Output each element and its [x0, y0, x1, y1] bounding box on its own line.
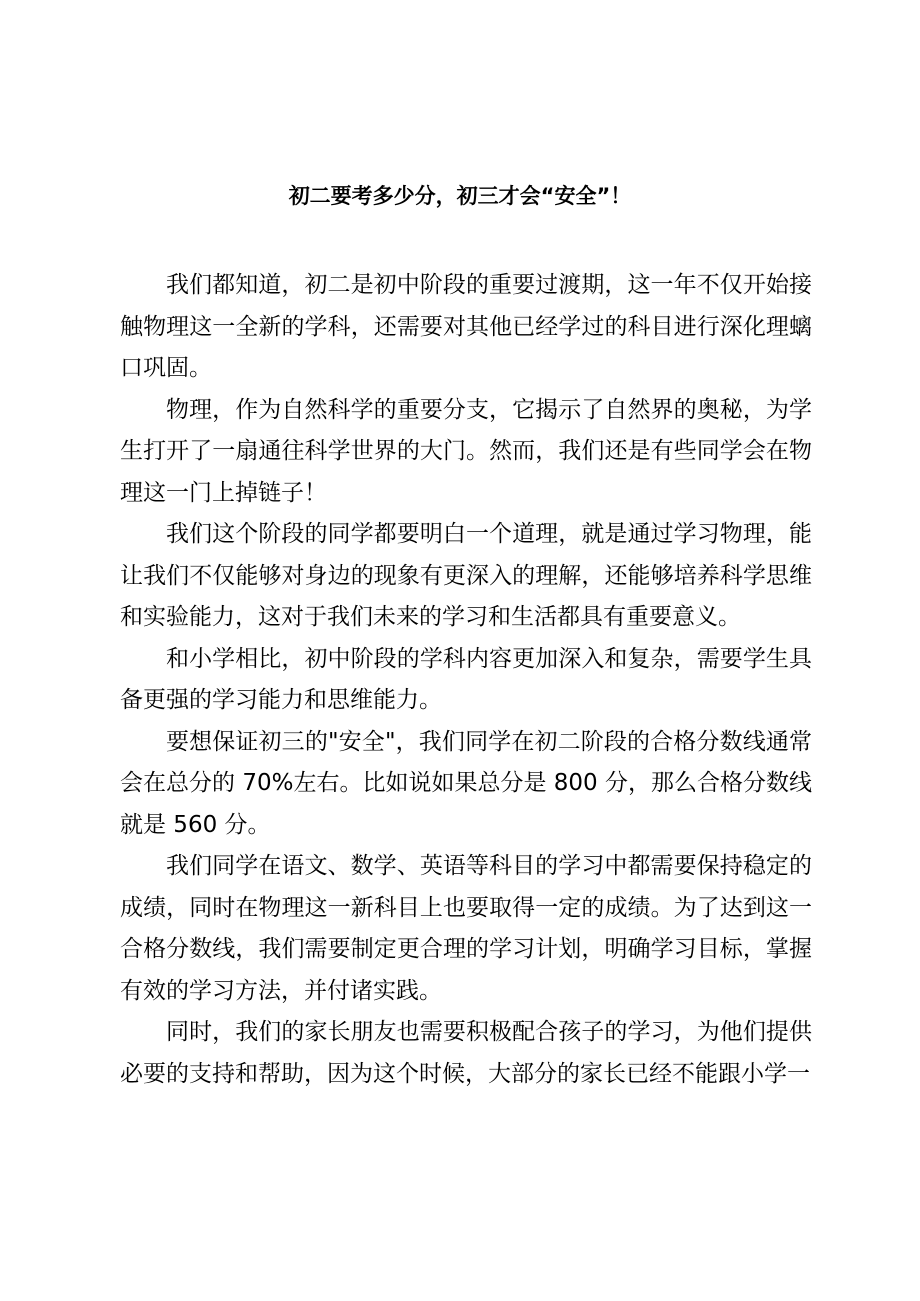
paragraph-6: 我们同学在语文、数学、英语等科目的学习中都需要保持稳定的成绩，同时在物理这一新科目上也要取得一定的成绩。为了达到这一合格分数线，我们需要制定更合理的学习计划，明确学习目标，掌握有效的学习方法，并付诸实践。: [120, 853, 812, 1004]
page-title: 初二要考多少分，初三才会“安全”！: [288, 184, 632, 208]
paragraph-7: 同时，我们的家长朋友也需要积极配合孩子的学习，为他们提供必要的支持和帮助，因为这个时候，大部分的家长已经不能跟小学一: [120, 1019, 812, 1087]
paragraph-2: 物理，作为自然科学的重要分支，它揭示了自然界的奥秘，为学生打开了一扇通往科学世界的大门。然而，我们还是有些同学会在物理这一门上掉链子！: [120, 396, 812, 506]
paragraph-1: 我们都知道，初二是初中阶段的重要过渡期，这一年不仅开始接触物理这一全新的学科，还需要对其他已经学过的科目进行深化理螭口巩固。: [120, 272, 812, 381]
paragraph-3: 我们这个阶段的同学都要明白一个道理，就是通过学习物理，能让我们不仅能够对身边的现象有更深入的理解，还能够培养科学思维和实验能力，这对于我们未来的学习和生活都具有重要意义。: [120, 521, 812, 630]
paragraph-5: 要想保证初三的"安全"，我们同学在初二阶段的合格分数线通常会在总分的 70%左右。比如说如果总分是 800 分，那么合格分数线就是 560 分。: [120, 728, 812, 838]
document-body: [120, 265, 812, 1095]
paragraph-4: 和小学相比，初中阶段的学科内容更加深入和复杂，需要学生具备更强的学习能力和思维能力。: [120, 645, 812, 713]
